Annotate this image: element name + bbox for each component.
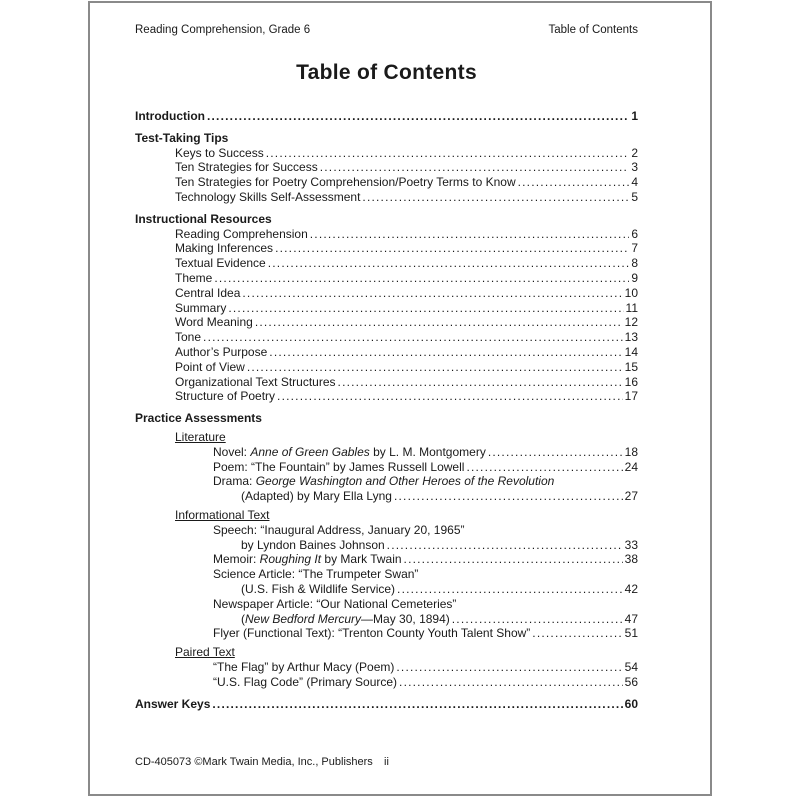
toc-entry [135, 626, 638, 641]
toc-entry-label: Point of View [175, 359, 245, 374]
toc-text-part: by L. M. Montgomery [369, 444, 486, 459]
toc-page-number: 15 [624, 359, 638, 374]
toc-page-number: 9 [631, 270, 638, 285]
toc-entry [135, 597, 638, 612]
toc-entry-label: (U.S. Fish & Wildlife Service) [241, 581, 396, 596]
page-title: Table of Contents [296, 61, 477, 84]
toc-entry-label: Summary [175, 300, 227, 315]
running-head-right: Table of Contents [548, 24, 638, 36]
toc-entry-label: Keys to Success [175, 145, 264, 160]
toc-page-number: 10 [624, 285, 638, 300]
toc-page-number: 42 [624, 581, 638, 596]
toc-entry [135, 286, 638, 301]
toc-entry-label: Flyer (Functional Text): “Trenton County Youth Talent Show” [213, 626, 531, 641]
toc-entry-label: Tone [175, 330, 202, 345]
dot-leader [396, 660, 622, 675]
dot-leader [362, 190, 629, 205]
toc-entry-label: Speech: “Inaugural Address, January 20, 1965” [213, 522, 465, 537]
dot-leader [466, 460, 622, 475]
dot-leader [488, 445, 623, 460]
dot-leader [269, 345, 622, 360]
toc-entry-label: Ten Strategies for Poetry Comprehension/Poetry Terms to Know [175, 175, 516, 190]
toc-entry [135, 212, 638, 227]
toc-entry [135, 552, 638, 567]
toc-page-number: 8 [631, 256, 638, 271]
toc-entry [135, 411, 638, 426]
toc-page-number: 27 [624, 489, 638, 504]
toc-entry [135, 190, 638, 205]
toc-entry [135, 360, 638, 375]
dot-leader [320, 160, 630, 175]
toc-page-number: 13 [624, 330, 638, 345]
toc-entry [135, 301, 638, 316]
toc-text-part: Memoir: [213, 552, 260, 567]
toc-entry [135, 146, 638, 161]
dot-leader [242, 286, 622, 301]
dot-leader [532, 626, 622, 641]
toc-entry [135, 523, 638, 538]
toc-entry [135, 160, 638, 175]
toc-text-part: Roughing It [259, 552, 322, 567]
dot-leader [212, 697, 622, 712]
toc-text-part: Drama: [213, 474, 256, 489]
dot-leader [277, 389, 623, 404]
toc-entry [135, 675, 638, 690]
dot-leader [404, 552, 623, 567]
toc-entry-label: Test-Taking Tips [135, 130, 229, 145]
toc-page-number: 11 [625, 300, 638, 315]
toc-entry-label: Reading Comprehension [175, 226, 308, 241]
toc-text-part: by Mark Twain [321, 552, 402, 567]
toc-text-part: —May 30, 1894) [361, 611, 450, 626]
toc-entry-label: Poem: “The Fountain” by James Russell Lowell [213, 459, 465, 474]
toc-entry [135, 241, 638, 256]
toc-entry [135, 389, 638, 404]
toc-text-part: George Washington and Other Heroes of the Revolution [255, 474, 555, 489]
dot-leader [387, 538, 623, 553]
toc-entry [135, 612, 638, 627]
dot-leader [268, 256, 630, 271]
toc-entry-label [213, 474, 554, 489]
toc-entry-label: Ten Strategies for Success [175, 160, 318, 175]
toc-text-part: Novel: [213, 444, 251, 459]
toc-text-part: ( [241, 611, 245, 626]
toc-entry-label: Informational Text [175, 507, 270, 522]
folio-page-number: ii [384, 756, 389, 768]
toc-entry [135, 256, 638, 271]
dot-leader [207, 109, 629, 124]
dot-leader [394, 489, 623, 504]
toc-entry-label: Instructional Resources [135, 211, 272, 226]
toc-entry-label: “U.S. Flag Code” (Primary Source) [213, 674, 398, 689]
toc-entry-label: Practice Assessments [135, 411, 262, 426]
dot-leader [338, 375, 623, 390]
toc-entry [135, 489, 638, 504]
page-footer [135, 756, 638, 768]
toc-page-number: 12 [624, 315, 638, 330]
dot-leader [266, 146, 630, 161]
toc-entry-label [213, 445, 486, 460]
toc-entry-label: Paired Text [175, 645, 235, 660]
dot-leader [255, 315, 623, 330]
toc-entry [135, 538, 638, 553]
toc-page-number: 5 [631, 189, 638, 204]
dot-leader [247, 360, 623, 375]
toc-entry [135, 430, 638, 445]
toc-entry-label: Answer Keys [135, 697, 211, 712]
toc-page-number: 2 [631, 145, 638, 160]
toc-page-number: 3 [631, 160, 638, 175]
toc-entry [135, 227, 638, 242]
toc-page-number: 54 [624, 659, 638, 674]
publisher-credit: CD-405073 ©Mark Twain Media, Inc., Publishers [135, 756, 373, 768]
toc-entry-label: Literature [175, 429, 226, 444]
toc-entry [135, 330, 638, 345]
toc-entry [135, 345, 638, 360]
toc-entry [135, 660, 638, 675]
toc-entry-label: Technology Skills Self-Assessment [175, 189, 361, 204]
toc-page-number: 7 [631, 241, 638, 256]
toc-page-number: 56 [624, 674, 638, 689]
toc-entry [135, 175, 638, 190]
toc-entry-label: by Lyndon Baines Johnson [241, 537, 385, 552]
toc-page-number: 47 [624, 611, 638, 626]
toc-page-number: 60 [624, 697, 638, 712]
toc-page-number: 18 [624, 444, 638, 459]
toc-page-number: 14 [624, 344, 638, 359]
toc-entry-label [241, 612, 450, 627]
toc-entry [135, 460, 638, 475]
toc-page-number: 51 [624, 626, 638, 641]
toc-entry-label: Author’s Purpose [175, 344, 268, 359]
toc-page-number: 17 [624, 389, 638, 404]
toc-page-number: 4 [631, 175, 638, 190]
toc-entry-label: Making Inferences [175, 241, 274, 256]
toc-page-number: 1 [631, 109, 638, 123]
toc-entry [135, 697, 638, 712]
toc-page-number: 24 [624, 459, 638, 474]
toc-entry [135, 131, 638, 146]
toc-entry [135, 582, 638, 597]
toc-entry-label: Theme [175, 270, 213, 285]
toc-page-number: 6 [631, 226, 638, 241]
toc-entry [135, 508, 638, 523]
book-page [88, 1, 712, 796]
toc-entry-label: “The Flag” by Arthur Macy (Poem) [213, 659, 395, 674]
toc-entry-label: Introduction [135, 109, 205, 123]
toc-entry-label: Textual Evidence [175, 256, 266, 271]
dot-leader [397, 582, 623, 597]
dot-leader [203, 330, 623, 345]
toc-entry [135, 375, 638, 390]
toc-entry [135, 445, 638, 460]
dot-leader [214, 271, 629, 286]
toc-list [90, 109, 710, 712]
toc-entry-label: Organizational Text Structures [175, 374, 336, 389]
dot-leader [452, 612, 623, 627]
toc-entry-label: Newspaper Article: “Our National Cemeteries” [213, 596, 457, 611]
toc-entry [135, 645, 638, 660]
toc-entry-label: Central Idea [175, 285, 241, 300]
dot-leader [518, 175, 630, 190]
dot-leader [228, 301, 623, 316]
toc-page-number: 33 [624, 537, 638, 552]
toc-page-number: 16 [624, 374, 638, 389]
toc-entry-label: Structure of Poetry [175, 389, 276, 404]
toc-entry [135, 567, 638, 582]
toc-entry [135, 109, 638, 124]
toc-entry-label: (Adapted) by Mary Ella Lyng [241, 489, 392, 504]
dot-leader [399, 675, 623, 690]
toc-text-part: New Bedford Mercury [245, 611, 362, 626]
dot-leader [275, 241, 629, 256]
toc-text-part: Anne of Green Gables [250, 444, 370, 459]
toc-entry [135, 474, 638, 489]
running-head-left: Reading Comprehension, Grade 6 [135, 24, 311, 36]
toc-entry [135, 271, 638, 286]
toc-entry [135, 315, 638, 330]
toc-page-number: 38 [624, 552, 638, 567]
dot-leader [310, 227, 630, 242]
toc-entry-label [213, 552, 402, 567]
toc-entry-label: Word Meaning [175, 315, 253, 330]
running-head [90, 3, 710, 36]
toc-entry-label: Science Article: “The Trumpeter Swan” [213, 567, 419, 582]
